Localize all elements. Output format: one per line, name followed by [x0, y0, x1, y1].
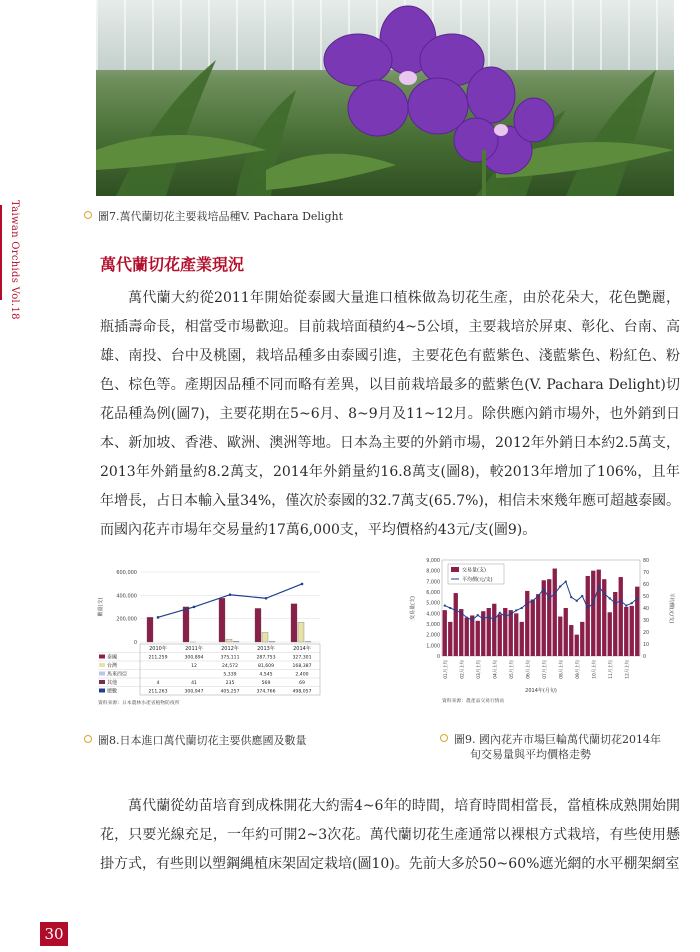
bar-volume: [619, 577, 623, 656]
table-cell: 2,400: [295, 672, 309, 678]
point-price: [543, 588, 545, 590]
point-總數: [301, 583, 304, 586]
bar-volume: [575, 635, 579, 656]
orchid-photo: [96, 0, 674, 196]
x-tick-label: 06月上旬: [526, 660, 532, 679]
line-總數: [158, 584, 302, 617]
x-tick-label: 07月上旬: [543, 660, 548, 679]
x-tick-label: 2011年: [185, 646, 203, 652]
table-cell: 24,572: [221, 664, 239, 669]
table-cell: 235: [225, 681, 235, 686]
y-tick-label: 5,000: [426, 601, 440, 607]
y2-tick-label: 30: [643, 619, 650, 624]
table-cell: 81,609: [257, 664, 275, 669]
table-cell: 4: [156, 681, 160, 686]
y-tick-label: 0: [436, 655, 440, 660]
y-tick-label: 0: [133, 640, 137, 646]
y2-tick-label: 0: [643, 655, 647, 660]
legend-label: 交易量(支): [462, 567, 486, 574]
legend-label: 馬來西亞: [107, 671, 128, 678]
bar-volume: [465, 618, 469, 656]
y2-tick-label: 10: [643, 643, 650, 648]
bar-volume: [459, 609, 463, 656]
point-price: [477, 614, 479, 616]
point-price: [449, 607, 451, 609]
y-tick-label: 6,000: [426, 591, 440, 596]
point-price: [614, 602, 616, 604]
bar-馬來西亞: [269, 641, 275, 642]
bar-台灣: [226, 639, 232, 642]
journal-name: Taiwan Orchids Vol.18: [9, 200, 20, 320]
chart-source: 資料來源：農產品交易行情站: [442, 699, 505, 704]
legend-swatch: [99, 655, 105, 659]
point-price: [455, 609, 457, 611]
table-cell: 405,257: [220, 689, 240, 695]
bar-volume: [514, 613, 518, 656]
point-price: [499, 612, 501, 614]
legend-label: 總數: [107, 688, 118, 695]
bar-泰國: [183, 607, 189, 642]
point-price: [570, 596, 572, 598]
y2label: 平均價(元/支): [668, 592, 674, 624]
xlabel: 2014年(月旬): [525, 688, 557, 694]
point-price: [482, 618, 484, 620]
bar-volume: [509, 610, 513, 656]
y-tick-label: 9,000: [426, 559, 440, 564]
point-price: [460, 612, 462, 614]
point-price: [532, 600, 534, 602]
bar-volume: [630, 606, 634, 656]
orchid-illustration: [96, 0, 674, 196]
table-cell: 374,766: [256, 689, 276, 695]
table-cell: 5,339: [223, 672, 237, 678]
bar-volume: [608, 612, 612, 656]
table-cell: 168,387: [292, 664, 312, 669]
figure9-chart: [408, 554, 676, 716]
point-price: [548, 597, 550, 599]
bullet-icon: [440, 734, 448, 742]
x-tick-label: 2014年: [293, 646, 311, 652]
bar-volume: [547, 579, 551, 656]
table-cell: 4,545: [259, 672, 273, 678]
y-tick-label: 200,000: [116, 616, 137, 623]
bar-volume: [624, 607, 628, 656]
bar-馬來西亞: [233, 641, 239, 642]
bar-volume: [531, 599, 535, 656]
x-tick-label: 2013年: [257, 646, 275, 652]
table-cell: 211,259: [148, 655, 168, 661]
x-tick-label: 04月上旬: [493, 660, 499, 679]
table-cell: 69: [299, 681, 305, 686]
point-price: [510, 613, 512, 615]
legend-swatch: [99, 672, 105, 676]
bar-泰國: [255, 608, 261, 642]
legend-swatch: [99, 663, 105, 667]
bar-volume: [580, 622, 584, 656]
bar-volume: [492, 604, 496, 656]
x-tick-label: 05月上旬: [510, 660, 515, 679]
bar-volume: [520, 622, 524, 656]
bar-volume: [476, 621, 480, 656]
figure8-chart-svg: [96, 558, 336, 716]
ylabel: 交易量(支): [410, 596, 416, 620]
table-cell: 41: [191, 681, 197, 686]
legend-swatch: [451, 567, 459, 572]
point-price: [636, 597, 638, 599]
legend-label: 其他: [107, 680, 118, 686]
x-tick-label: 03月上旬: [477, 660, 482, 679]
x-tick-label: 02月上旬: [460, 660, 466, 679]
point-price: [598, 585, 600, 587]
page-number: 30: [40, 922, 68, 946]
y-tick-label: 400,000: [116, 593, 137, 600]
table-cell: 300,947: [184, 689, 204, 695]
y-tick-label: 7,000: [426, 580, 440, 586]
point-price: [625, 605, 627, 607]
bar-volume: [597, 570, 601, 656]
x-tick-label: 2010年: [149, 646, 167, 652]
point-price: [504, 615, 506, 617]
legend-label: 平均價(元/支): [462, 577, 493, 583]
legend-label: 台灣: [107, 663, 118, 669]
point-總數: [229, 593, 232, 596]
bar-volume: [498, 614, 502, 656]
y-tick-label: 2,000: [426, 633, 440, 639]
table-cell: 300,894: [184, 655, 204, 661]
bar-volume: [536, 594, 540, 656]
y2-tick-label: 70: [643, 571, 650, 576]
legend-swatch: [99, 680, 105, 684]
y2-tick-label: 20: [643, 631, 650, 636]
y2-tick-label: 40: [643, 607, 650, 612]
bar-volume: [602, 579, 606, 656]
point-price: [631, 602, 633, 604]
table-cell: 287,753: [256, 655, 276, 661]
figure9-chart-svg: [408, 554, 676, 716]
bar-泰國: [219, 598, 225, 642]
bar-volume: [586, 576, 590, 656]
point-price: [587, 607, 589, 609]
table-cell: 211,263: [148, 689, 168, 695]
y-tick-label: 4,000: [426, 612, 440, 618]
bar-泰國: [291, 604, 297, 642]
point-price: [444, 605, 446, 607]
point-price: [488, 615, 490, 617]
bar-泰國: [147, 617, 153, 642]
point-price: [466, 617, 468, 619]
table-cell: 569: [261, 681, 271, 686]
point-price: [554, 593, 556, 595]
bar-volume: [569, 625, 573, 656]
bar-台灣: [262, 632, 268, 642]
bar-volume: [591, 571, 595, 656]
legend-swatch: [99, 689, 105, 693]
y2-tick-label: 50: [643, 595, 650, 600]
x-tick-label: 01月上旬: [444, 660, 449, 679]
table-cell: 327,301: [292, 655, 312, 661]
table-cell: 498,057: [292, 689, 312, 695]
paragraph-1: 萬代蘭大約從2011年開始從泰國大量進口植株做為切花生產，由於花朵大，花色艷麗，瓶插壽命長，相當受市場歡迎。目前栽培面積約4~5公頃，主要栽培於屏東、彰化、台南、高雄、南投、台中及桃園，栽培品種多由泰國引進，主要花色有藍紫色、淺藍紫色、粉紅色、粉色、棕色等。產期因品種不同而略有差異，以目前栽培最多的藍紫色(V. Pachara Delight)切花品種為例(圖7)，主要花期在5~6月、8~9月及11~12月。除供應內銷市場外，也外銷到日本、新加坡、香港、歐洲、澳洲等地。日本為主要的外銷市場，2012年外銷日本約2.5萬支，2013年外銷量約8.2萬支，2014年外銷量約16.8萬支(圖8)，較2013年增加了106%，且年年增長，占日本輸入量34%，僅次於泰國的32.7萬支(65.7%)，相信未來幾年應可超越泰國。而國內花卉市場年交易量約17萬6,000支，平均價格約43元/支(圖9)。: [100, 290, 680, 538]
point-price: [521, 607, 523, 609]
bar-volume: [454, 593, 458, 656]
x-tick-label: 08月上旬: [559, 660, 565, 679]
figure9-caption: 圖9. 國內花卉市場巨輪萬代蘭切花2014年 旬交易量與平均價格走勢: [440, 732, 661, 762]
point-price: [526, 602, 528, 604]
x-tick-label: 09月上旬: [576, 660, 581, 679]
y-tick-label: 3,000: [426, 623, 440, 628]
bar-volume: [448, 622, 452, 656]
point-price: [576, 600, 578, 602]
bullet-icon: [84, 211, 92, 219]
point-price: [592, 602, 594, 604]
point-price: [609, 597, 611, 599]
point-price: [515, 609, 517, 611]
legend-label: 泰國: [107, 654, 118, 661]
bar-volume: [443, 610, 447, 656]
figure8-caption: 圖8.日本進口萬代蘭切花主要供應國及數量: [84, 732, 307, 748]
ylabel: 數量(支): [98, 597, 104, 617]
x-tick-label: 12月上旬: [625, 660, 631, 679]
y-tick-label: 8,000: [426, 569, 440, 575]
chart-source: 資料來源：日本農林水產省植物防疫所: [98, 701, 180, 706]
point-總數: [193, 606, 196, 609]
y2-tick-label: 60: [643, 583, 650, 588]
figure8-chart: [96, 558, 336, 716]
point-price: [603, 593, 605, 595]
y-tick-label: 1,000: [426, 644, 440, 650]
x-tick-label: 10月上旬: [592, 660, 598, 679]
bar-volume: [525, 591, 529, 656]
y2-tick-label: 80: [643, 559, 650, 564]
table-cell: 12: [191, 664, 197, 669]
bar-台灣: [298, 622, 304, 642]
bar-volume: [487, 608, 491, 656]
sidebar-accent-bar: [0, 205, 2, 300]
point-price: [493, 619, 495, 621]
bar-volume: [553, 569, 557, 656]
point-總數: [265, 597, 268, 600]
bar-volume: [564, 608, 568, 656]
point-總數: [157, 616, 160, 619]
paragraph-2: 萬代蘭從幼苗培育到成株開花大約需4~6年的時間，培育時間相當長，當植株成熟開始開花，只要光線充足，一年約可開2~3次花。萬代蘭切花生產通常以裸根方式栽培，有些使用懸掛方式，有些則以塑鋼縄植床架固定栽培(圖10)。先前大多於50~60%遮光網的水平棚架網室: [100, 798, 680, 872]
point-price: [537, 595, 539, 597]
point-price: [471, 619, 473, 621]
x-tick-label: 11月上旬: [609, 660, 614, 679]
point-price: [620, 600, 622, 602]
table-cell: 375,111: [220, 655, 240, 661]
section-heading: 萬代蘭切花產業現況: [100, 255, 245, 274]
point-price: [565, 581, 567, 583]
bullet-icon: [84, 735, 92, 743]
y-tick-label: 600,000: [116, 570, 137, 576]
x-tick-label: 2012年: [221, 646, 239, 652]
bar-volume: [558, 617, 562, 656]
point-price: [559, 585, 561, 587]
bar-volume: [470, 615, 474, 656]
bar-volume: [635, 587, 639, 656]
point-price: [581, 595, 583, 597]
figure7-caption: 圖7.萬代蘭切花主要栽培品種V. Pachara Delight: [84, 208, 343, 224]
